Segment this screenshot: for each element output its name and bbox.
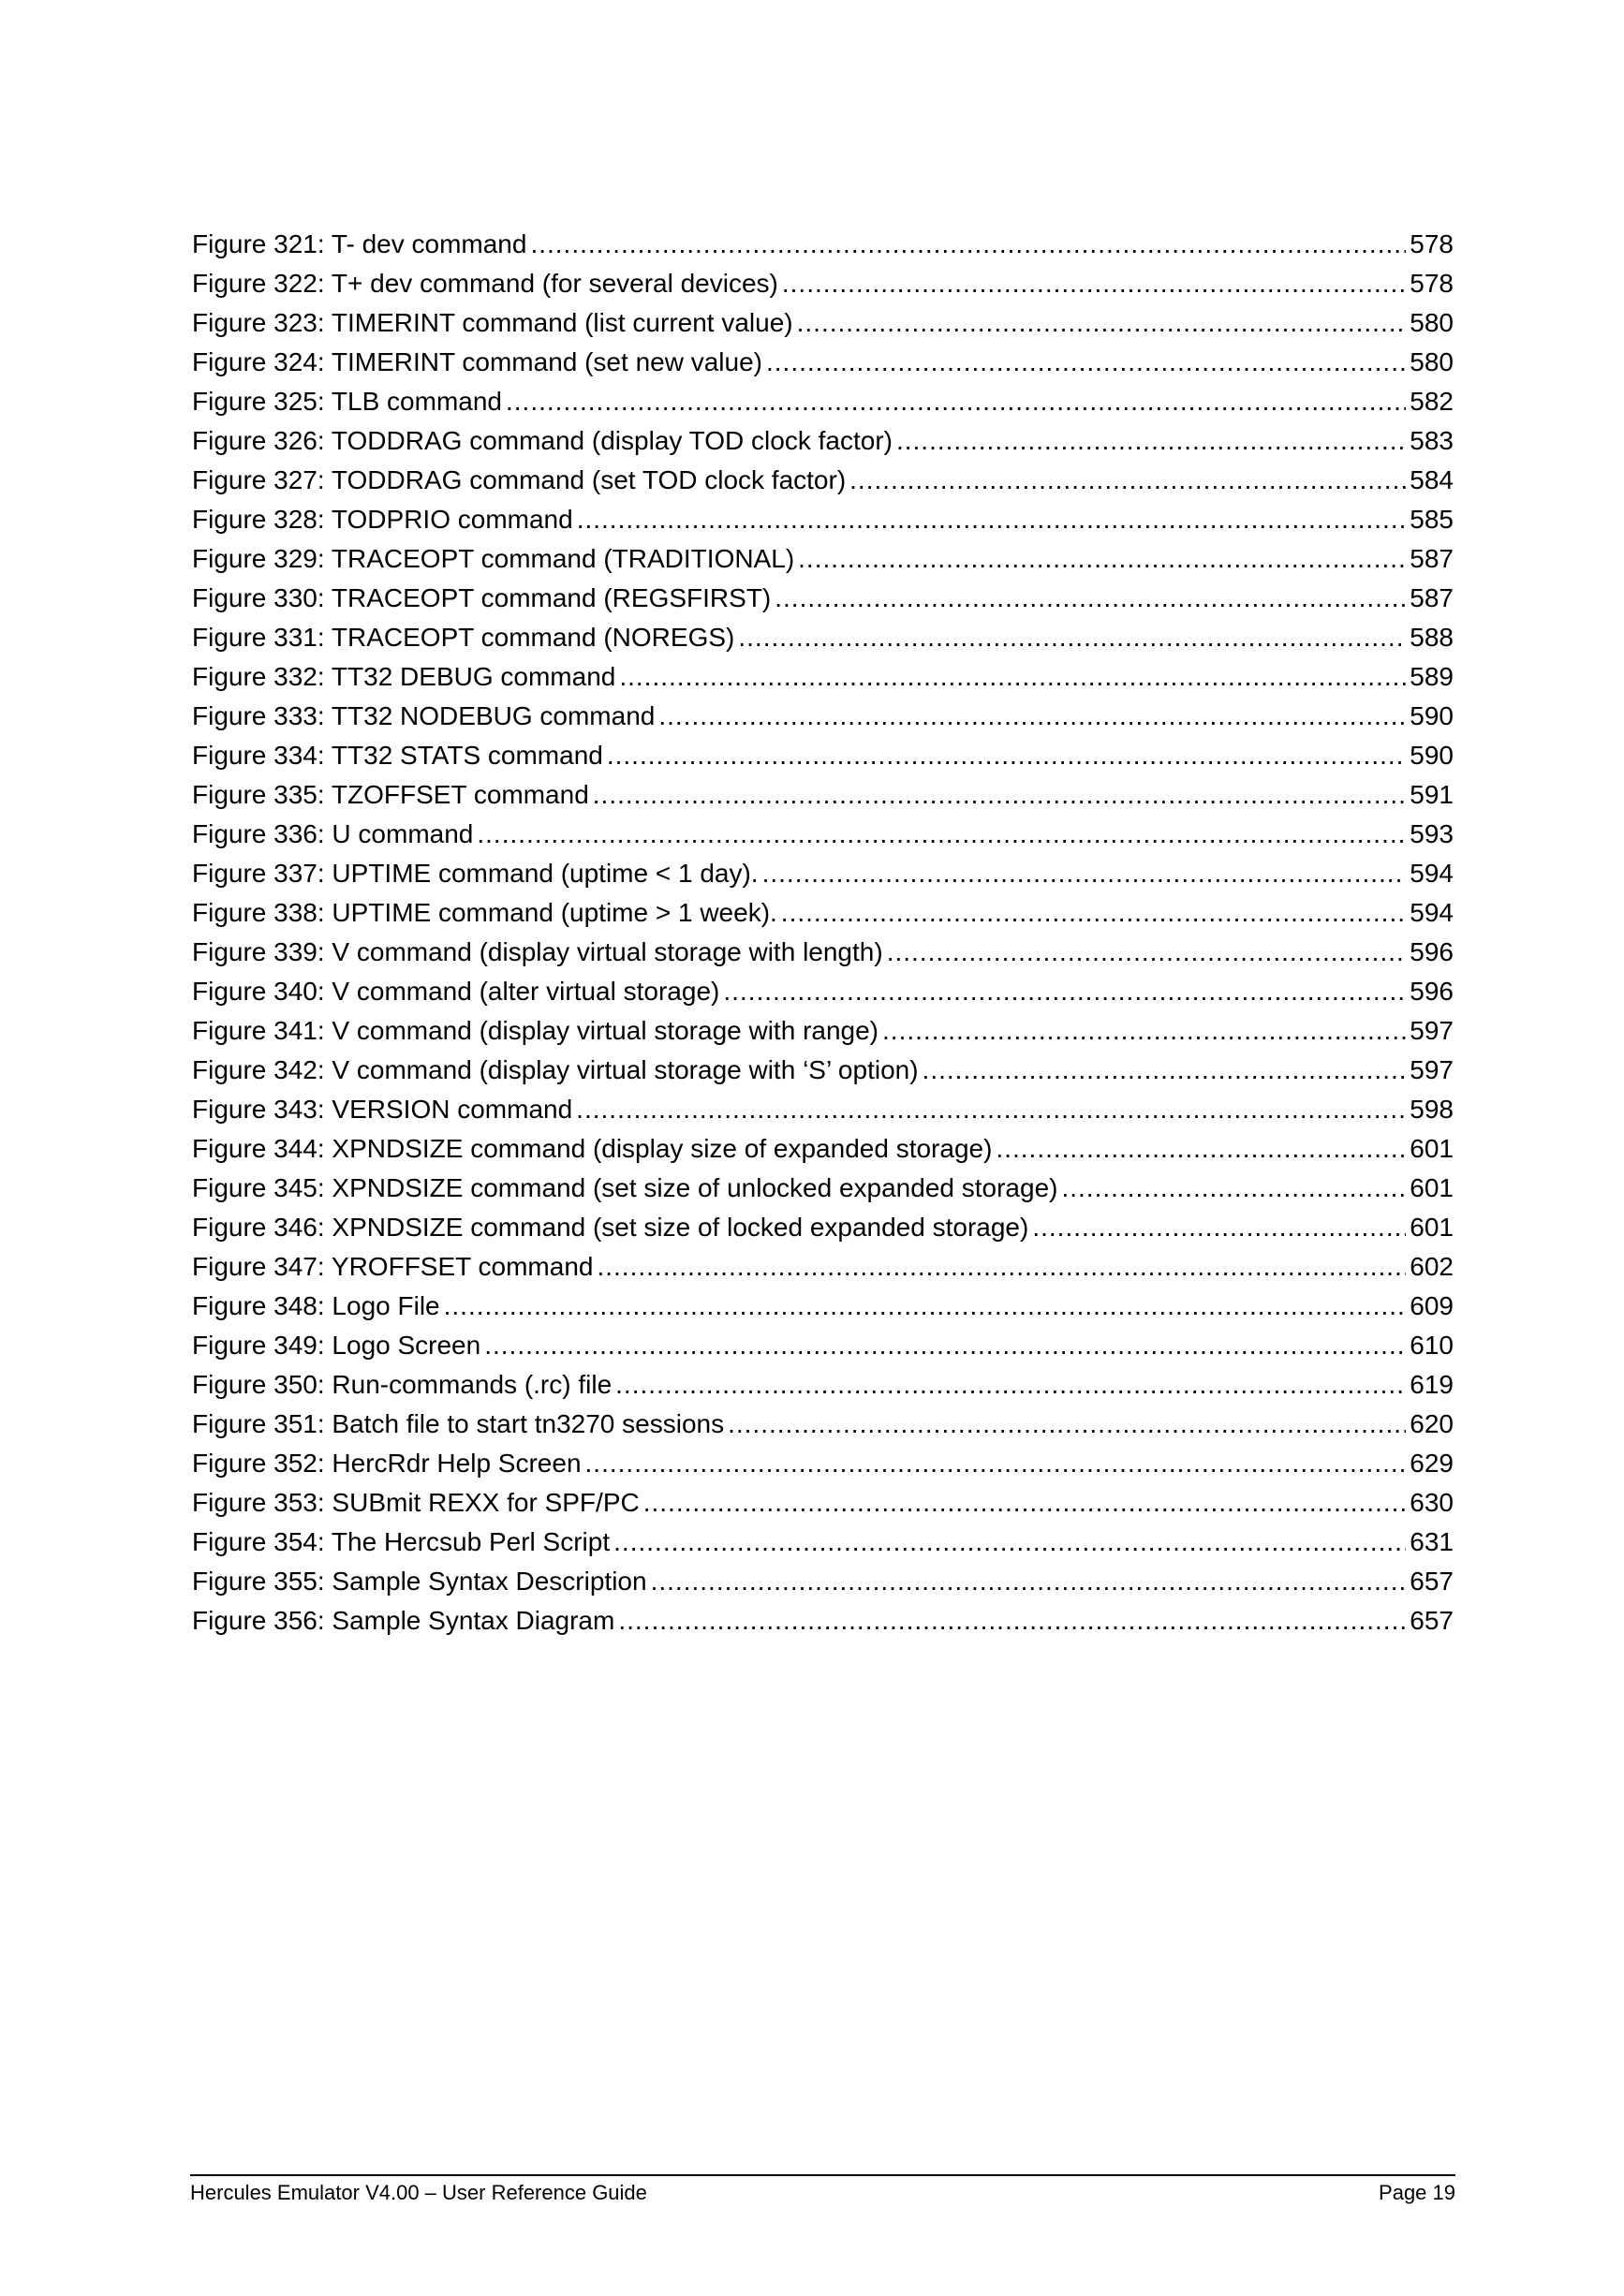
toc-entry-label: Figure 343: VERSION command: [192, 1095, 573, 1124]
toc-entry[interactable]: [192, 1090, 1454, 1129]
dot-leader: [766, 343, 1406, 382]
dot-leader: [607, 736, 1406, 775]
toc-entry[interactable]: [192, 1051, 1454, 1090]
dot-leader: [738, 618, 1406, 657]
dot-leader: [506, 382, 1406, 421]
toc-entry-page: 587: [1410, 544, 1454, 573]
toc-entry-page: 630: [1410, 1488, 1454, 1517]
dot-leader: [849, 461, 1406, 500]
toc-entry-page: 594: [1410, 898, 1454, 927]
toc-entry-page: 578: [1410, 269, 1454, 298]
toc-entry[interactable]: [192, 303, 1454, 343]
toc-entry-label: Figure 338: UPTIME command (uptime > 1 week).: [192, 898, 777, 927]
toc-entry-page: 583: [1410, 426, 1454, 455]
toc-entry-page: 588: [1410, 623, 1454, 652]
toc-entry-label: Figure 340: V command (alter virtual storage): [192, 977, 720, 1006]
toc-entry[interactable]: [192, 1483, 1454, 1523]
toc-entry-page: 601: [1410, 1213, 1454, 1242]
toc-entry-page: 596: [1410, 977, 1454, 1006]
dot-leader: [781, 893, 1406, 933]
toc-entry-page: 593: [1410, 819, 1454, 848]
toc-entry-page: 591: [1410, 780, 1454, 809]
toc-entry-page: 585: [1410, 505, 1454, 534]
toc-entry-page: 582: [1410, 387, 1454, 416]
toc-entry[interactable]: [192, 1523, 1454, 1562]
toc-entry-page: 602: [1410, 1252, 1454, 1281]
footer-page-number: Page 19: [1379, 2181, 1455, 2204]
toc-entry[interactable]: [192, 500, 1454, 539]
toc-entry-label: Figure 333: TT32 NODEBUG command: [192, 701, 656, 730]
toc-entry-page: 620: [1410, 1409, 1454, 1438]
toc-entry[interactable]: [192, 815, 1454, 854]
toc-entry-label: Figure 342: V command (display virtual storage with ‘S’ option): [192, 1055, 919, 1084]
dot-leader: [887, 933, 1407, 972]
toc-entry[interactable]: [192, 618, 1454, 657]
dot-leader: [728, 1405, 1406, 1444]
toc-entry[interactable]: [192, 1129, 1454, 1169]
toc-entry-label: Figure 355: Sample Syntax Description: [192, 1567, 647, 1596]
dot-leader: [996, 1129, 1406, 1169]
toc-entry-page: 657: [1410, 1606, 1454, 1635]
toc-entry-page: 619: [1410, 1370, 1454, 1399]
toc-entry-page: 578: [1410, 229, 1454, 258]
toc-entry-page: 590: [1410, 741, 1454, 770]
dot-leader: [762, 854, 1407, 893]
toc-entry-label: Figure 354: The Hercsub Perl Script: [192, 1527, 611, 1556]
toc-entry[interactable]: [192, 1405, 1454, 1444]
toc-entry-page: 598: [1410, 1095, 1454, 1124]
toc-entry[interactable]: [192, 343, 1454, 382]
toc-entry-label: Figure 346: XPNDSIZE command (set size of locked expanded storage): [192, 1213, 1029, 1242]
toc-entry-page: 631: [1410, 1527, 1454, 1556]
dot-leader: [723, 972, 1406, 1011]
dot-leader: [530, 225, 1406, 264]
toc-entry[interactable]: [192, 225, 1454, 264]
toc-entry-page: 596: [1410, 937, 1454, 966]
toc-entry-label: Figure 339: V command (display virtual storage with length): [192, 937, 883, 966]
toc-entry-label: Figure 328: TODPRIO command: [192, 505, 573, 534]
toc-entry-label: Figure 350: Run-commands (.rc) file: [192, 1370, 613, 1399]
toc-entry[interactable]: [192, 697, 1454, 736]
toc-entry-page: 587: [1410, 583, 1454, 612]
toc-entry-label: Figure 337: UPTIME command (uptime < 1 day).: [192, 859, 759, 888]
toc-entry[interactable]: [192, 1287, 1454, 1326]
toc-entry-label: Figure 344: XPNDSIZE command (display size of expanded storage): [192, 1134, 993, 1163]
toc-entry[interactable]: [192, 382, 1454, 421]
toc-entry-label: Figure 349: Logo Screen: [192, 1331, 481, 1360]
dot-leader: [444, 1287, 1407, 1326]
toc-entry-label: Figure 324: TIMERINT command (set new value): [192, 347, 762, 376]
dot-leader: [658, 697, 1406, 736]
toc-entry-page: 657: [1410, 1567, 1454, 1596]
dot-leader: [593, 775, 1407, 815]
toc-entry[interactable]: [192, 933, 1454, 972]
toc-entry[interactable]: [192, 421, 1454, 461]
dot-leader: [576, 1090, 1406, 1129]
toc-entry-label: Figure 327: TODDRAG command (set TOD clock factor): [192, 465, 847, 494]
dot-leader: [775, 579, 1406, 618]
toc-entry[interactable]: [192, 1326, 1454, 1365]
toc-entry-label: Figure 335: TZOFFSET command: [192, 780, 589, 809]
list-of-figures: [192, 225, 1454, 1641]
toc-entry-label: Figure 351: Batch file to start tn3270 sessions: [192, 1409, 725, 1438]
dot-leader: [615, 1365, 1406, 1405]
toc-entry[interactable]: [192, 1011, 1454, 1051]
dot-leader: [1061, 1169, 1406, 1208]
dot-leader: [484, 1326, 1406, 1365]
toc-entry-page: 609: [1410, 1291, 1454, 1320]
toc-entry[interactable]: [192, 657, 1454, 697]
toc-entry[interactable]: [192, 854, 1454, 893]
toc-entry-label: Figure 326: TODDRAG command (display TOD clock factor): [192, 426, 893, 455]
toc-entry-page: 580: [1410, 308, 1454, 337]
dot-leader: [651, 1562, 1407, 1601]
dot-leader: [577, 500, 1407, 539]
toc-entry-page: 590: [1410, 701, 1454, 730]
toc-entry[interactable]: [192, 893, 1454, 933]
toc-entry-label: Figure 321: T- dev command: [192, 229, 527, 258]
dot-leader: [1032, 1208, 1406, 1247]
toc-entry[interactable]: [192, 461, 1454, 500]
toc-entry-label: Figure 323: TIMERINT command (list current value): [192, 308, 793, 337]
toc-entry-page: 601: [1410, 1134, 1454, 1163]
dot-leader: [643, 1483, 1407, 1523]
dot-leader: [619, 657, 1406, 697]
dot-leader: [782, 264, 1406, 303]
toc-entry-page: 629: [1410, 1449, 1454, 1478]
toc-entry-label: Figure 322: T+ dev command (for several devices): [192, 269, 778, 298]
toc-entry[interactable]: [192, 1247, 1454, 1287]
toc-entry[interactable]: [192, 1444, 1454, 1483]
toc-entry-page: 597: [1410, 1055, 1454, 1084]
toc-entry-page: 601: [1410, 1173, 1454, 1202]
toc-entry-label: Figure 334: TT32 STATS command: [192, 741, 603, 770]
toc-entry-label: Figure 352: HercRdr Help Screen: [192, 1449, 582, 1478]
dot-leader: [923, 1051, 1407, 1090]
toc-entry[interactable]: [192, 775, 1454, 815]
toc-entry[interactable]: [192, 539, 1454, 579]
toc-entry[interactable]: [192, 579, 1454, 618]
dot-leader: [613, 1523, 1406, 1562]
dot-leader: [585, 1444, 1407, 1483]
dot-leader: [597, 1247, 1406, 1287]
toc-entry-label: Figure 332: TT32 DEBUG command: [192, 662, 616, 691]
toc-entry-page: 597: [1410, 1016, 1454, 1045]
toc-entry[interactable]: [192, 972, 1454, 1011]
toc-entry-label: Figure 356: Sample Syntax Diagram: [192, 1606, 615, 1635]
toc-entry[interactable]: [192, 1562, 1454, 1601]
toc-entry[interactable]: [192, 736, 1454, 775]
toc-entry[interactable]: [192, 1601, 1454, 1641]
toc-entry[interactable]: [192, 1208, 1454, 1247]
toc-entry-label: Figure 353: SUBmit REXX for SPF/PC: [192, 1488, 640, 1517]
toc-entry-label: Figure 329: TRACEOPT command (TRADITIONAL): [192, 544, 795, 573]
toc-entry-label: Figure 348: Logo File: [192, 1291, 440, 1320]
dot-leader: [882, 1011, 1406, 1051]
toc-entry-page: 589: [1410, 662, 1454, 691]
toc-entry[interactable]: [192, 264, 1454, 303]
page-footer: [190, 2174, 1455, 2206]
toc-entry-label: Figure 330: TRACEOPT command (REGSFIRST): [192, 583, 772, 612]
dot-leader: [798, 539, 1406, 579]
toc-entry[interactable]: [192, 1365, 1454, 1405]
dot-leader: [477, 815, 1406, 854]
toc-entry-label: Figure 345: XPNDSIZE command (set size of unlocked expanded storage): [192, 1173, 1058, 1202]
toc-entry-page: 594: [1410, 859, 1454, 888]
dot-leader: [618, 1601, 1406, 1641]
toc-entry[interactable]: [192, 1169, 1454, 1208]
dot-leader: [896, 421, 1406, 461]
toc-entry-page: 580: [1410, 347, 1454, 376]
toc-entry-label: Figure 325: TLB command: [192, 387, 502, 416]
toc-entry-page: 610: [1410, 1331, 1454, 1360]
footer-document-title: Hercules Emulator V4.00 – User Reference Guide: [190, 2181, 647, 2204]
toc-entry-label: Figure 347: YROFFSET command: [192, 1252, 594, 1281]
dot-leader: [797, 303, 1407, 343]
toc-entry-label: Figure 336: U command: [192, 819, 474, 848]
toc-entry-label: Figure 341: V command (display virtual storage with range): [192, 1016, 879, 1045]
toc-entry-label: Figure 331: TRACEOPT command (NOREGS): [192, 623, 735, 652]
toc-entry-page: 584: [1410, 465, 1454, 494]
